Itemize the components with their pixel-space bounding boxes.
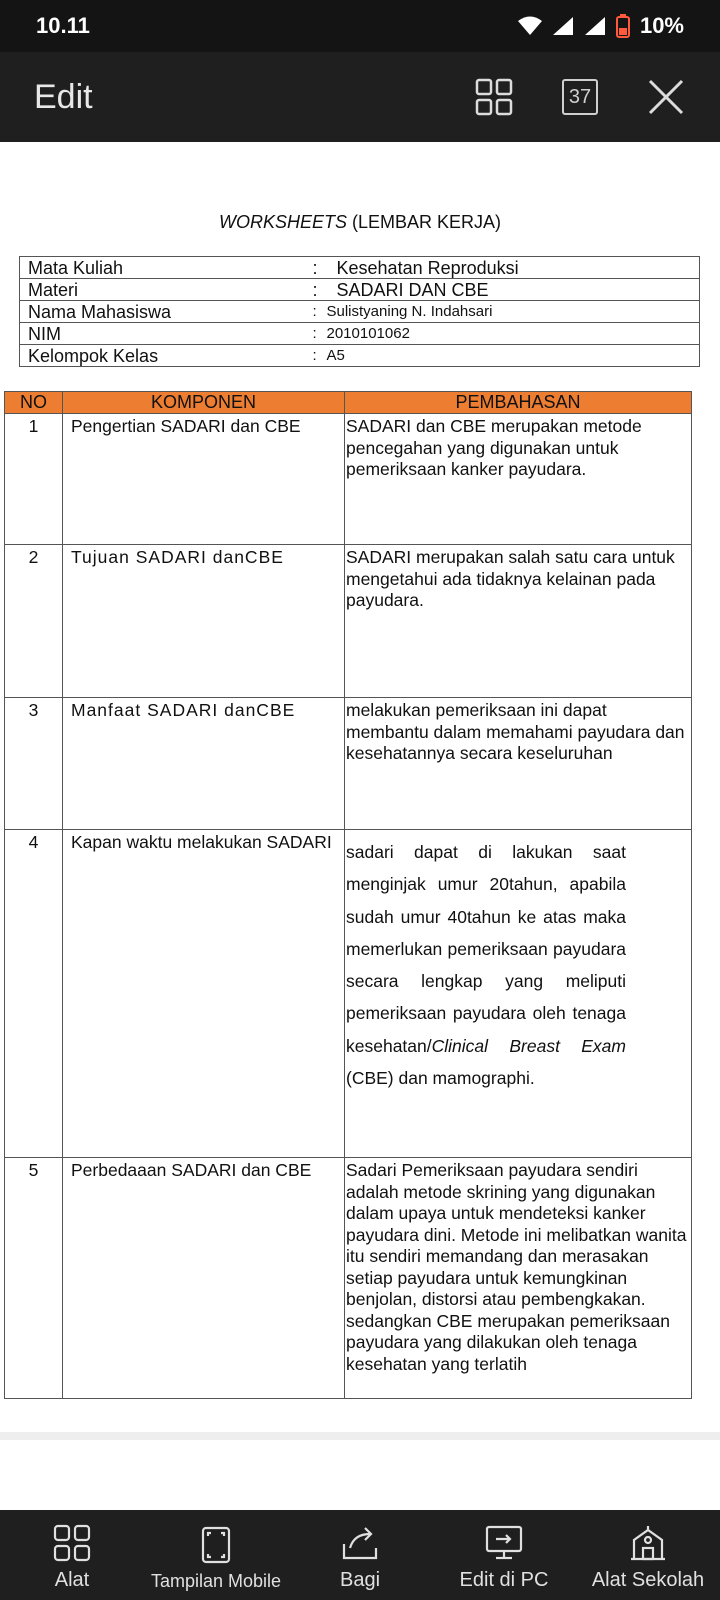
worksheet-table xyxy=(4,391,692,1399)
info-label: Materi xyxy=(20,279,305,301)
info-row xyxy=(20,323,700,345)
row-pembahasan: SADARI dan CBE merupakan metode pencegahan yang digunakan untuk pemeriksaan kanker payudara. xyxy=(345,414,692,545)
status-icons xyxy=(518,13,684,39)
page-count: 37 xyxy=(562,79,598,115)
row-no: 1 xyxy=(5,414,63,545)
document-page[interactable] xyxy=(0,142,720,1432)
info-row xyxy=(20,301,700,323)
row-no: 2 xyxy=(5,545,63,698)
table-row xyxy=(5,414,692,545)
battery-percent: 10% xyxy=(639,13,684,38)
row-komponen: Manfaat SADARI danCBE xyxy=(63,698,345,830)
info-value: : 2010101062 xyxy=(305,323,700,345)
grid-view-button[interactable] xyxy=(474,77,514,117)
table-row xyxy=(5,1158,692,1399)
document-title xyxy=(0,212,720,233)
info-table xyxy=(19,256,700,367)
title-rest: (LEMBAR KERJA) xyxy=(346,212,502,232)
row-pembahasan: melakukan pemeriksaan ini dapat membantu dalam memahami payudara dan kesehatannya secara keseluruhan xyxy=(345,698,692,830)
info-label: Kelompok Kelas xyxy=(20,345,305,367)
header-no: NO xyxy=(5,392,63,414)
table-row xyxy=(5,545,692,698)
app-bar xyxy=(0,52,720,142)
row-no: 5 xyxy=(5,1158,63,1399)
status-bar xyxy=(0,0,720,52)
signal-icon xyxy=(552,16,574,36)
row-no: 4 xyxy=(5,830,63,1158)
page-divider xyxy=(0,1432,720,1440)
info-label: Mata Kuliah xyxy=(20,257,305,279)
share-icon xyxy=(340,1523,380,1563)
table-row xyxy=(5,830,692,1158)
nav-label: Alat Sekolah xyxy=(591,1569,705,1591)
info-label: NIM xyxy=(20,323,305,345)
nav-alat-sekolah[interactable] xyxy=(576,1510,720,1600)
info-value: : Sulistyaning N. Indahsari xyxy=(305,301,700,323)
nav-label: Alat xyxy=(54,1569,90,1591)
info-label: Nama Mahasiswa xyxy=(20,301,305,323)
close-icon xyxy=(648,79,684,115)
table-header-row xyxy=(5,392,692,414)
row-komponen: Kapan waktu melakukan SADARI xyxy=(63,830,345,1158)
row-no: 3 xyxy=(5,698,63,830)
pembahasan-justified: sadari dapat di lakukan saat menginjak umur 20tahun, apabila sudah umur 40tahun ke atas maka memerlukan pemeriksaan payudara secara lengkap yang meliputi pemeriksaan payudara oleh tenaga kesehatan/Clinical Breast Exam (CBE) dan mamographi. xyxy=(346,842,626,1089)
grid-icon xyxy=(475,78,513,116)
nav-alat[interactable] xyxy=(0,1510,144,1600)
nav-bagi[interactable] xyxy=(288,1510,432,1600)
mobile-view-icon xyxy=(201,1525,231,1565)
info-row xyxy=(20,279,700,301)
signal-icon-2 xyxy=(584,16,606,36)
row-pembahasan: SADARI merupakan salah satu cara untuk mengetahui ada tidaknya kelainan pada payudara. xyxy=(345,545,692,698)
header-komponen: KOMPONEN xyxy=(63,392,345,414)
page-count-button[interactable] xyxy=(560,77,600,117)
title-italic: WORKSHEETS xyxy=(218,212,347,232)
row-komponen: Perbedaaan SADARI dan CBE xyxy=(63,1158,345,1399)
info-value: : Kesehatan Reproduksi xyxy=(305,257,700,279)
row-pembahasan: Sadari Pemeriksaan payudara sendiri adalah metode skrining yang digunakan dalam upaya untuk mendeteksi kanker payudara dini. Metode ini melibatkan wanita itu sendiri memandang dan merasakan setiap payudara untuk kemungkinan benjolan, distorsi atau pembengkakan. sedangkan CBE merupakan pemeriksaan payudara yang dilakukan oleh tenaga kesehatan yang terlatih xyxy=(345,1158,692,1399)
tools-icon xyxy=(53,1523,91,1563)
nav-tampilan-mobile[interactable] xyxy=(144,1510,288,1600)
info-row xyxy=(20,345,700,367)
info-value: : SADARI DAN CBE xyxy=(305,279,700,301)
table-row xyxy=(5,698,692,830)
wifi-icon xyxy=(518,16,542,36)
desktop-icon xyxy=(484,1523,524,1563)
nav-label: Edit di PC xyxy=(459,1569,549,1591)
row-komponen: Tujuan SADARI danCBE xyxy=(63,545,345,698)
status-time: 10.11 xyxy=(36,13,90,38)
info-value: : A5 xyxy=(305,345,700,367)
app-actions xyxy=(474,77,686,117)
school-icon xyxy=(628,1523,668,1563)
row-pembahasan xyxy=(345,830,692,1158)
close-button[interactable] xyxy=(646,77,686,117)
row-komponen: Pengertian SADARI dan CBE xyxy=(63,414,345,545)
app-title: Edit xyxy=(34,77,93,116)
header-pembahasan: PEMBAHASAN xyxy=(345,392,692,414)
nav-label: Tampilan Mobile xyxy=(150,1571,282,1591)
nav-edit-di-pc[interactable] xyxy=(432,1510,576,1600)
bottom-nav xyxy=(0,1510,720,1600)
nav-label: Bagi xyxy=(339,1569,381,1591)
battery-icon xyxy=(616,14,630,38)
info-row xyxy=(20,257,700,279)
